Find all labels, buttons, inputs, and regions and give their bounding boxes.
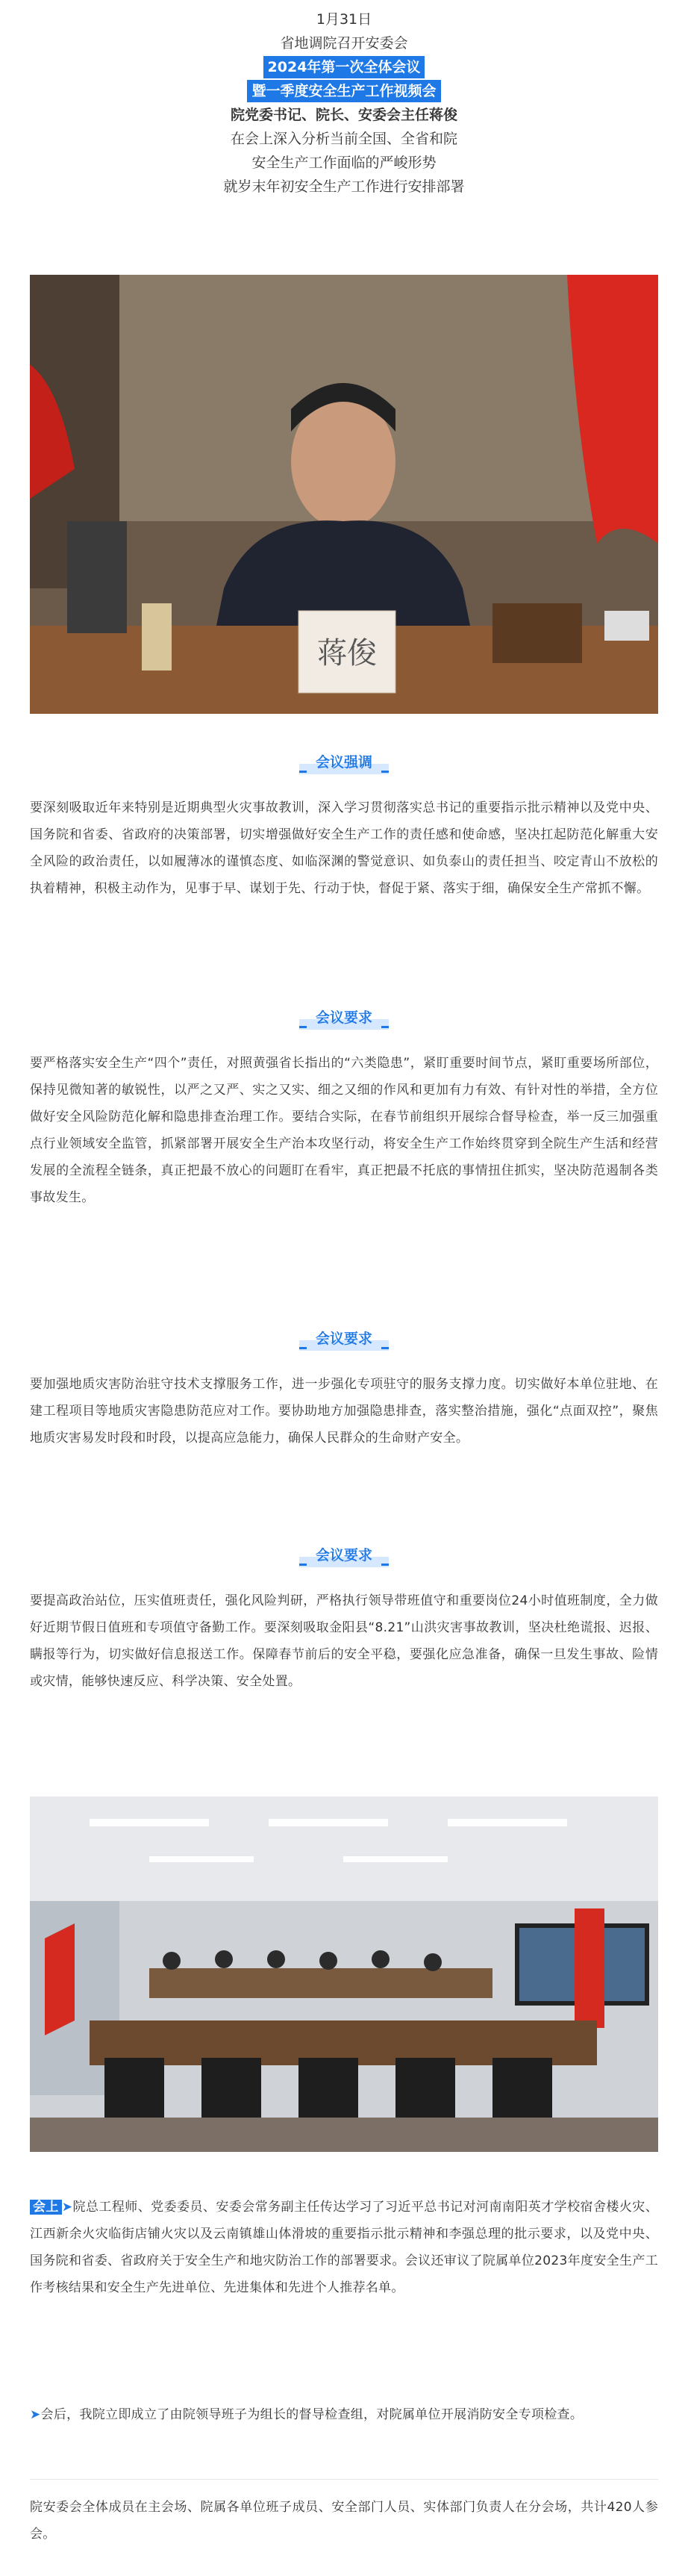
closing-tag: 会上	[30, 2200, 62, 2215]
closing-para-1	[30, 2194, 658, 2301]
closing-para-3: 院安委会全体成员在主会场、院属各单位班子成员、安全部门人员、实体部门负责人在分会场，共计420人参会。	[30, 2500, 658, 2542]
section-heading-2	[0, 1004, 688, 1030]
intro-line-2: 安全生产工作面临的严峻形势	[251, 155, 437, 171]
leader-line: 院党委书记、院长、安委会主任蒋俊	[230, 107, 457, 123]
section-1-title: 会议强调	[299, 748, 389, 774]
section-4-title: 会议要求	[299, 1541, 389, 1567]
section-heading-3	[0, 1325, 688, 1351]
section-4-text: 要提高政治站位，压实值班责任，强化风险判研，严格执行领导带班值守和重要岗位24小时值班制度，全力做好近期节假日值班和专项值守备勤工作。要深刻吸取金阳县“8.21”山洪灾害事故教训，坚决杜绝谎报、迟报、瞒报等行为，切实做好信息报送工作。保障春节前后的安全平稳，要强化应急准备，确保一旦发生事故、险情或灾情，能够快速反应、科学决策、安全处置。	[30, 1593, 658, 1689]
section-2-title: 会议要求	[299, 1004, 389, 1030]
nameplate-text: 蒋俊	[317, 636, 377, 671]
intro-block	[0, 0, 688, 199]
section-2-text: 要严格落实安全生产“四个”责任，对照黄强省长指出的“六类隐患”，紧盯重要时间节点，紧盯重要场所部位，保持见微知著的敏锐性，以严之又严、实之又实、细之又细的作风和更加有力有效、有针对性的举措，全方位做好安全风险防范化解和隐患排查治理工作。要结合实际，在春节前组织开展综合督导检查，举一反三加强重点行业领域安全监管，抓紧部署开展安全生产治本攻坚行动，将安全生产工作始终贯穿到全院生产生活和经营发展的全流程全链条，真正把最不放心的问题盯在看牢，真正把最不托底的事情扭住抓实，坚决防范遏制各类事故发生。	[30, 1056, 658, 1205]
closing-para-2-text: 会后，我院立即成立了由院领导班子为组长的督导检查组，对院属单位开展消防安全专项检查。	[40, 2407, 584, 2422]
arrow-icon: ➤	[61, 2200, 73, 2215]
meeting-org: 省地调院召开安委会	[280, 35, 408, 52]
highlight-title-2: 暨一季度安全生产工作视频会	[247, 80, 440, 102]
speaker-photo	[30, 275, 658, 714]
section-3-text: 要加强地质灾害防治驻守技术支撑服务工作，进一步强化专项驻守的服务支撑力度。切实做好本单位驻地、在建工程项目等地质灾害隐患防范应对工作。要协助地方加强隐患排查，落实整治措施，强化“点面双控”，聚焦地质灾害易发时段和时段，以提高应急能力，确保人民群众的生命财产安全。	[30, 1377, 658, 1446]
section-1-text: 要深刻吸取近年来特别是近期典型火灾事故教训，深入学习贯彻落实总书记的重要指示批示精神以及党中央、国务院和省委、省政府的决策部署，切实增强做好安全生产工作的责任感和使命感，坚决扛起防范化解重大安全风险的政治责任，以如履薄冰的谨慎态度、如临深渊的警觉意识、如负泰山的责任担当、咬定青山不放松的执着精神，积极主动作为，见事于早、谋划于先、行动于快，督促于紧、落实于细，确保安全生产常抓不懈。	[30, 800, 658, 896]
intro-line-3: 就岁末年初安全生产工作进行安排部署	[223, 178, 465, 195]
closing-para-1-text: 院总工程师、党委委员、安委会常务副主任传达学习了习近平总书记对河南南阳英才学校宿舍楼火灾、江西新余火灾临街店铺火灾以及云南镇雄山体滑坡的重要指示批示精神和李强总理的批示要求，以及党中央、国务院和省委、省政府关于安全生产和地灾防治工作的部署要求。会议还审议了院属单位2023年度安全生产工作考核结果和安全生产先进单位、先进集体和先进个人推荐名单。	[30, 2200, 658, 2295]
section-3-title: 会议要求	[299, 1325, 389, 1351]
section-heading-4	[0, 1541, 688, 1567]
meeting-room-photo	[30, 1796, 658, 2152]
intro-line-1: 在会上深入分析当前全国、全省和院	[230, 131, 457, 147]
meeting-date: 1月31日	[316, 11, 372, 28]
arrow-icon: ➤	[30, 2407, 41, 2422]
highlight-title-1: 2024年第一次全体会议	[263, 56, 425, 78]
divider	[30, 2479, 658, 2480]
section-heading-1	[0, 748, 688, 774]
closing-para-2	[30, 2401, 658, 2428]
